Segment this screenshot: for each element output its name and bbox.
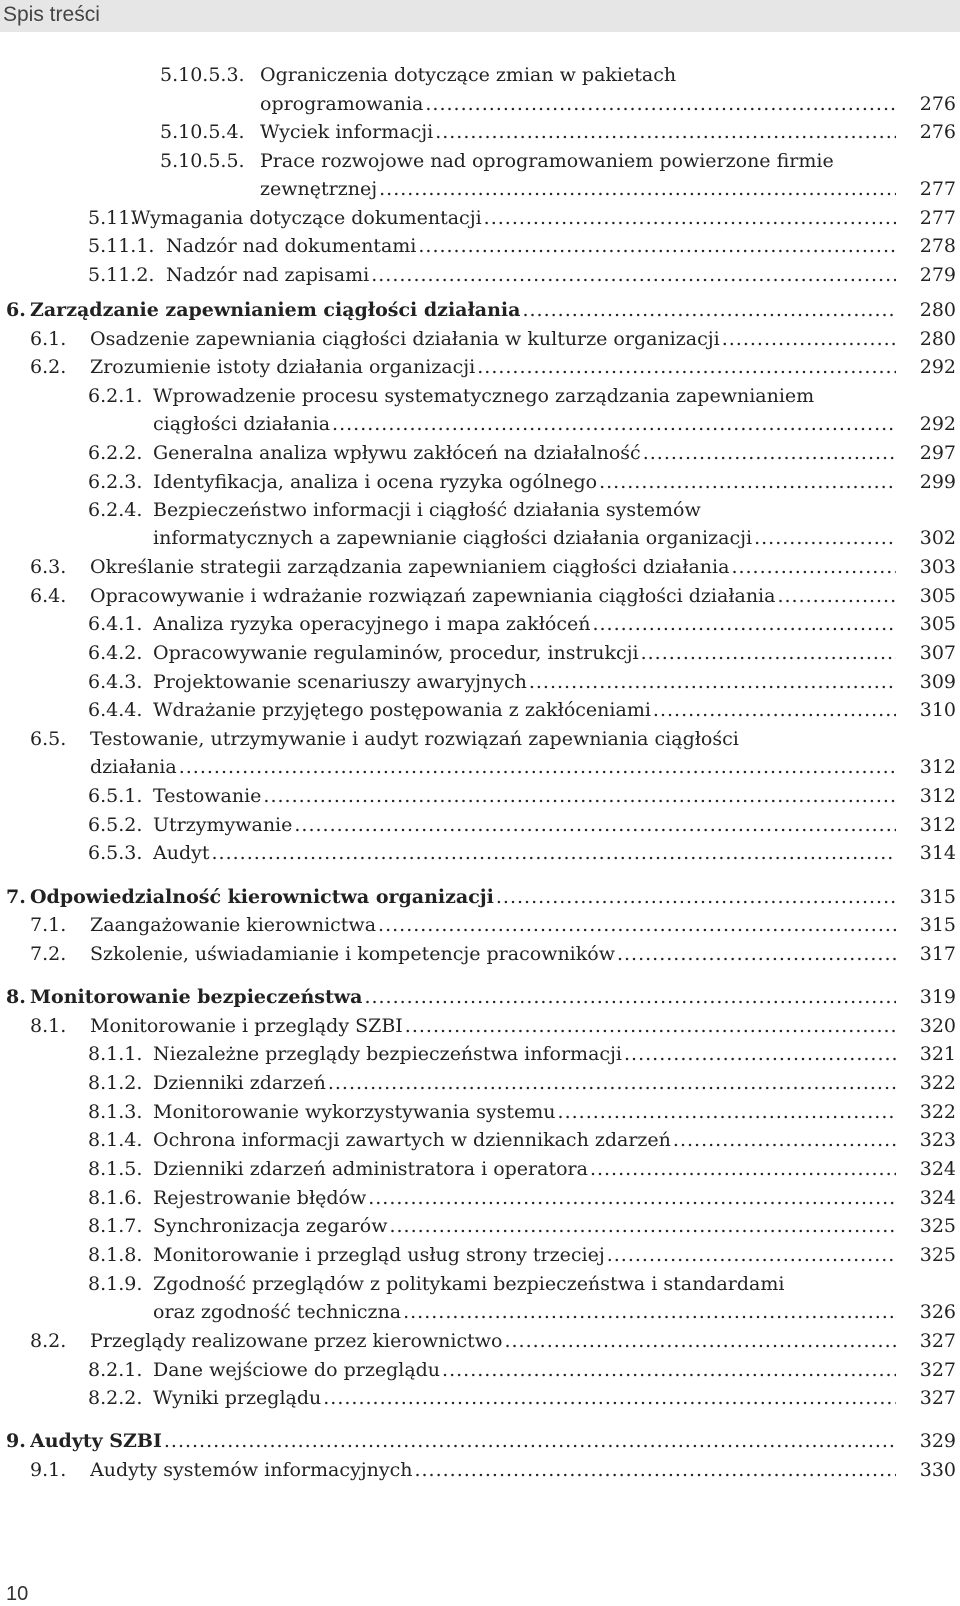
toc-entry-page: 323: [919, 1129, 956, 1151]
toc-entry-title: [153, 468, 896, 497]
toc-entry-title: [153, 1384, 896, 1413]
toc-entry-number: 6.4.2.: [88, 642, 143, 664]
toc-entry: [0, 1456, 960, 1485]
toc-entry-title: [260, 147, 834, 176]
toc-leader-dots: [371, 261, 896, 290]
toc-entry-number: 5.11.1.: [88, 235, 155, 257]
toc-leader-dots: [364, 983, 896, 1012]
toc-entry-page: 280: [919, 299, 956, 321]
toc-entry-number: 8.: [6, 986, 26, 1008]
toc-entry: [0, 1384, 960, 1413]
toc-entry: [0, 753, 960, 782]
toc-entry: [0, 883, 960, 912]
toc-entry-page: 325: [919, 1215, 956, 1237]
toc-leader-dots: [592, 610, 896, 639]
toc-leader-dots: [389, 1212, 896, 1241]
toc-leader-dots: [504, 1327, 896, 1356]
toc-entry: [0, 639, 960, 668]
toc-entry-title: [153, 1270, 784, 1299]
toc-leader-dots: [403, 1298, 896, 1327]
toc-entry-number: 6.3.: [30, 556, 67, 578]
toc-entry-page: 277: [919, 207, 956, 229]
toc-entry-number: 6.2.4.: [88, 499, 143, 521]
toc-entry-title: [153, 1040, 896, 1069]
toc-leader-dots: [617, 940, 896, 969]
toc-entry-title: [30, 983, 896, 1012]
toc-entry-page: 307: [919, 642, 956, 664]
toc-entry-title: [260, 90, 896, 119]
toc-leader-dots: [179, 753, 896, 782]
toc-entry-title-text: Wprowadzenie procesu systematycznego zarządzania zapewnianiem: [153, 385, 815, 407]
toc-entry-title: [90, 325, 896, 354]
toc-entry-title: [90, 582, 896, 611]
toc-entry-number: 8.1.9.: [88, 1273, 143, 1295]
toc-entry-title: [153, 1126, 896, 1155]
toc-entry: [0, 1184, 960, 1213]
toc-entry: [0, 1126, 960, 1155]
toc-entry-title-text: Nadzór nad zapisami: [166, 264, 370, 286]
header-bar: [0, 0, 960, 32]
toc-leader-dots: [722, 325, 896, 354]
toc-leader-dots: [435, 118, 896, 147]
toc-entry-page: 292: [919, 356, 956, 378]
toc-entry-number: 6.4.4.: [88, 699, 143, 721]
toc-entry-number: 8.1.8.: [88, 1244, 143, 1266]
toc-leader-dots: [607, 1241, 896, 1270]
toc-entry-number: 6.1.: [30, 328, 67, 350]
toc-entry: [0, 1327, 960, 1356]
toc-entry: [0, 1356, 960, 1385]
toc-entry-page: 277: [919, 178, 956, 200]
toc-entry: [0, 90, 960, 119]
toc-entry-title-text: Ograniczenia dotyczące zmian w pakietach: [260, 64, 677, 86]
toc-entry: [0, 1212, 960, 1241]
toc-entry: [0, 553, 960, 582]
toc-entry-title-text: Audyty systemów informacyjnych: [90, 1459, 413, 1481]
toc-entry-number: 8.1.4.: [88, 1129, 143, 1151]
toc-entry: [0, 118, 960, 147]
toc-entry-title-text: Monitorowanie bezpieczeństwa: [30, 986, 363, 1008]
toc-entry-title-text: Wymagania dotyczące dokumentacji: [131, 207, 482, 229]
toc-entry-page: 322: [919, 1101, 956, 1123]
toc-entry-title-text: Wyciek informacji: [260, 121, 434, 143]
toc-entry: [0, 983, 960, 1012]
toc-entry-title-text: informatycznych a zapewnianie ciągłości działania organizacji: [153, 527, 753, 549]
toc-entry-number: 5.10.5.5.: [160, 150, 245, 172]
toc-entry-title-text: Odpowiedzialność kierownictwa organizacji: [30, 886, 494, 908]
toc-entry: [0, 353, 960, 382]
toc-entry-title: [30, 296, 896, 325]
toc-entry-page: 312: [919, 756, 956, 778]
toc-entry-title-text: Szkolenie, uświadamianie i kompetencje pracowników: [90, 943, 615, 965]
toc-entry: [0, 582, 960, 611]
toc-entry-number: 8.1.7.: [88, 1215, 143, 1237]
toc-entry-number: 6.4.3.: [88, 671, 143, 693]
toc-entry-page: 312: [919, 814, 956, 836]
toc-entry-title: [131, 204, 896, 233]
toc-leader-dots: [212, 839, 897, 868]
toc-entry: [0, 1069, 960, 1098]
toc-entry-title: [90, 1327, 896, 1356]
toc-leader-dots: [496, 883, 896, 912]
toc-entry-title: [153, 382, 814, 411]
toc-leader-dots: [414, 1456, 896, 1485]
toc-entry-title: [153, 1098, 896, 1127]
toc-entry-title: [153, 696, 896, 725]
toc-leader-dots: [379, 175, 896, 204]
toc-entry-title: [166, 261, 896, 290]
toc-leader-dots: [529, 668, 896, 697]
toc-entry-page: 329: [919, 1430, 956, 1452]
toc-entry: [0, 1298, 960, 1327]
toc-entry-page: 322: [919, 1072, 956, 1094]
toc-entry-number: 6.2.1.: [88, 385, 143, 407]
toc-entry-title-text: Zarządzanie zapewnianiem ciągłości działania: [30, 299, 521, 321]
toc-entry-title-text: Analiza ryzyka operacyjnego i mapa zakłóceń: [153, 613, 591, 635]
toc-leader-dots: [643, 439, 896, 468]
toc-entry-page: 327: [919, 1359, 956, 1381]
toc-entry-title: [153, 439, 896, 468]
toc-leader-dots: [442, 1356, 896, 1385]
toc-entry: [0, 410, 960, 439]
toc-entry: [0, 940, 960, 969]
toc-entry-title-text: Synchronizacja zegarów: [153, 1215, 388, 1237]
toc-entry: [0, 439, 960, 468]
toc-entry-title: [153, 1241, 896, 1270]
toc-entry-page: 303: [919, 556, 956, 578]
toc-entry-title-text: Przeglądy realizowane przez kierownictwo: [90, 1330, 503, 1352]
toc-entry-page: 312: [919, 785, 956, 807]
toc-entry-title-text: zewnętrznej: [260, 178, 378, 200]
toc-entry: [0, 261, 960, 290]
toc-entry-title: [153, 1184, 896, 1213]
toc-entry-page: 330: [919, 1459, 956, 1481]
toc-entry-page: 279: [919, 264, 956, 286]
toc-leader-dots: [590, 1155, 896, 1184]
toc-entry-title: [90, 725, 739, 754]
toc-entry-page: 325: [919, 1244, 956, 1266]
toc-entry-title-text: oraz zgodność techniczna: [153, 1301, 402, 1323]
toc-entry-title-text: Bezpieczeństwo informacji i ciągłość działania systemów: [153, 499, 701, 521]
toc-entry-page: 320: [919, 1015, 956, 1037]
toc-entry-title: [153, 811, 896, 840]
toc-leader-dots: [294, 811, 896, 840]
toc-entry-title: [166, 232, 896, 261]
toc-entry-number: 5.10.5.3.: [160, 64, 245, 86]
toc-leader-dots: [484, 204, 896, 233]
toc-entry-page: 327: [919, 1330, 956, 1352]
toc-leader-dots: [641, 639, 896, 668]
toc-entry-title: [153, 1212, 896, 1241]
toc-entry-number: 5.10.5.4.: [160, 121, 245, 143]
toc-entry: [0, 524, 960, 553]
toc-entry-title: [153, 782, 896, 811]
toc-entry-title-text: Monitorowanie i przegląd usług strony trzeciej: [153, 1244, 605, 1266]
toc-entry-page: 297: [919, 442, 956, 464]
toc-leader-dots: [164, 1427, 896, 1456]
toc-entry: [0, 668, 960, 697]
toc-entry-page: 276: [919, 121, 956, 143]
toc-entry-title-text: Testowanie: [153, 785, 262, 807]
toc-entry-number: 8.1.1.: [88, 1043, 143, 1065]
toc-entry-title-text: Określanie strategii zarządzania zapewnianiem ciągłości działania: [90, 556, 730, 578]
toc-entry-title-text: Generalna analiza wpływu zakłóceń na działalność: [153, 442, 641, 464]
toc-entry-title-text: Ochrona informacji zawartych w dziennikach zdarzeń: [153, 1129, 671, 1151]
toc-leader-dots: [368, 1184, 896, 1213]
toc-entry-title-text: Testowanie, utrzymywanie i audyt rozwiązań zapewniania ciągłości: [90, 728, 739, 750]
toc-leader-dots: [378, 911, 896, 940]
toc-entry-page: 319: [919, 986, 956, 1008]
toc-entry-page: 305: [919, 613, 956, 635]
toc-entry-title-text: Dzienniki zdarzeń: [153, 1072, 326, 1094]
toc-entry: [0, 325, 960, 354]
toc-leader-dots: [323, 1384, 896, 1413]
toc-entry-title: [153, 668, 896, 697]
toc-entry: [0, 1012, 960, 1041]
toc-entry-page: 321: [919, 1043, 956, 1065]
toc-entry-number: 6.2.3.: [88, 471, 143, 493]
toc-entry-title-text: oprogramowania: [260, 93, 424, 115]
toc-entry: [0, 725, 960, 754]
toc-entry-page: 299: [919, 471, 956, 493]
toc-entry-number: 7.2.: [30, 943, 67, 965]
toc-entry-title: [90, 911, 896, 940]
toc-entry-title-text: Wyniki przeglądu: [153, 1387, 322, 1409]
toc-entry: [0, 468, 960, 497]
toc-entry-title-text: Identyfikacja, analiza i ocena ryzyka ogólnego: [153, 471, 598, 493]
toc-entry-title-text: Dzienniki zdarzeń administratora i operatora: [153, 1158, 588, 1180]
toc-entry-page: 280: [919, 328, 956, 350]
toc-entry-page: 278: [919, 235, 956, 257]
toc-leader-dots: [332, 410, 896, 439]
toc-entry-page: 305: [919, 585, 956, 607]
toc-leader-dots: [522, 296, 896, 325]
toc-entry-number: 8.1.6.: [88, 1187, 143, 1209]
toc-entry-number: 6.5.3.: [88, 842, 143, 864]
toc-entry-title: [30, 1427, 896, 1456]
toc-entry: [0, 1270, 960, 1299]
toc-entry-number: 8.2.: [30, 1330, 67, 1352]
toc-entry-title-text: Opracowywanie i wdrażanie rozwiązań zapewniania ciągłości działania: [90, 585, 776, 607]
toc-entry-title: [153, 1155, 896, 1184]
toc-entry-title: [153, 839, 896, 868]
toc-entry-title-text: Zgodność przeglądów z politykami bezpieczeństwa i standardami: [153, 1273, 785, 1295]
toc-leader-dots: [624, 1040, 896, 1069]
toc-entry-number: 8.2.2.: [88, 1387, 143, 1409]
toc-entry-page: 317: [919, 943, 956, 965]
toc-entry-number: 6.2.2.: [88, 442, 143, 464]
toc-entry-title-text: Zaangażowanie kierownictwa: [90, 914, 377, 936]
toc-entry-number: 8.1.2.: [88, 1072, 143, 1094]
toc-entry-title: [90, 753, 896, 782]
toc-entry: [0, 496, 960, 525]
toc-entry: [0, 839, 960, 868]
toc-entry: [0, 382, 960, 411]
toc-entry-title: [153, 496, 701, 525]
toc-entry-number: 6.4.: [30, 585, 67, 607]
toc-entry-page: 327: [919, 1387, 956, 1409]
toc-entry-number: 7.1.: [30, 914, 67, 936]
toc-entry-title: [30, 883, 896, 912]
toc-entry-title-text: Zrozumienie istoty działania organizacji: [90, 356, 476, 378]
toc-entry-number: 8.1.5.: [88, 1158, 143, 1180]
toc-entry-page: 314: [919, 842, 956, 864]
toc-entry-page: 324: [919, 1187, 956, 1209]
toc-entry: [0, 1241, 960, 1270]
toc-entry-page: 324: [919, 1158, 956, 1180]
toc-entry-title-text: Monitorowanie wykorzystywania systemu: [153, 1101, 556, 1123]
toc-entry-number: 9.: [6, 1430, 26, 1452]
toc-entry: [0, 911, 960, 940]
toc-entry-title: [90, 553, 896, 582]
toc-entry-title: [90, 1456, 896, 1485]
toc-entry-number: 7.: [6, 886, 26, 908]
toc-entry-number: 6.5.: [30, 728, 67, 750]
toc-entry-page: 302: [919, 527, 956, 549]
toc-entry-title-text: ciągłości działania: [153, 413, 331, 435]
toc-entry-number: 6.5.2.: [88, 814, 143, 836]
toc-entry-title: [260, 175, 896, 204]
toc-entry: [0, 1098, 960, 1127]
toc-entry-title-text: działania: [90, 756, 177, 778]
toc-entry-title-text: Nadzór nad dokumentami: [166, 235, 417, 257]
toc-entry-title-text: Monitorowanie i przeglądy SZBI: [90, 1015, 403, 1037]
toc-entry-number: 8.2.1.: [88, 1359, 143, 1381]
toc-entry: [0, 782, 960, 811]
toc-entry-number: 8.1.: [30, 1015, 67, 1037]
toc-leader-dots: [263, 782, 896, 811]
toc-entry-page: 315: [919, 886, 956, 908]
toc-entry-title: [153, 1298, 896, 1327]
toc-entry-title-text: Opracowywanie regulaminów, procedur, instrukcji: [153, 642, 639, 664]
toc-entry-title-text: Audyty SZBI: [30, 1430, 162, 1452]
toc-entry-number: 6.2.: [30, 356, 67, 378]
toc-entry-number: 6.4.1.: [88, 613, 143, 635]
toc-entry: [0, 1040, 960, 1069]
toc-entry-title: [153, 1356, 896, 1385]
toc-entry-title: [153, 610, 896, 639]
toc-entry: [0, 610, 960, 639]
toc-leader-dots: [673, 1126, 896, 1155]
toc-entry: [0, 204, 960, 233]
toc-entry: [0, 1427, 960, 1456]
toc-entry: [0, 696, 960, 725]
toc-leader-dots: [653, 696, 896, 725]
toc-leader-dots: [754, 524, 896, 553]
toc-entry: [0, 296, 960, 325]
toc-leader-dots: [328, 1069, 896, 1098]
toc-entry-title: [153, 410, 896, 439]
toc-entry-page: 276: [919, 93, 956, 115]
toc-entry-title: [260, 118, 896, 147]
toc-entry: [0, 61, 960, 90]
toc-entry-title-text: Utrzymywanie: [153, 814, 293, 836]
toc-leader-dots: [777, 582, 896, 611]
toc-entry-title: [153, 639, 896, 668]
toc-entry: [0, 811, 960, 840]
toc-entry-number: 8.1.3.: [88, 1101, 143, 1123]
toc-entry-title-text: Projektowanie scenariuszy awaryjnych: [153, 671, 527, 693]
toc-entry-title: [90, 940, 896, 969]
toc-entry-page: 292: [919, 413, 956, 435]
toc-entry-title: [90, 1012, 896, 1041]
toc-leader-dots: [418, 232, 896, 261]
toc-entry: [0, 175, 960, 204]
toc-leader-dots: [558, 1098, 896, 1127]
toc-entry-title-text: Dane wejściowe do przeglądu: [153, 1359, 441, 1381]
toc-entry-title: [153, 524, 896, 553]
toc-entry-number: 6.: [6, 299, 26, 321]
toc-entry: [0, 147, 960, 176]
toc-entry: [0, 232, 960, 261]
toc-entry-number: 5.11.2.: [88, 264, 155, 286]
toc-entry-title-text: Osadzenie zapewniania ciągłości działania w kulturze organizacji: [90, 328, 720, 350]
toc-entry-number: 9.1.: [30, 1459, 67, 1481]
toc-entry-title-text: Wdrażanie przyjętego postępowania z zakłóceniami: [153, 699, 651, 721]
header-title: Spis treści: [3, 3, 100, 26]
toc-leader-dots: [477, 353, 896, 382]
toc-entry-title-text: Niezależne przeglądy bezpieczeństwa informacji: [153, 1043, 623, 1065]
toc-entry-title: [153, 1069, 896, 1098]
toc-entry: [0, 1155, 960, 1184]
toc-entry-page: 310: [919, 699, 956, 721]
toc-entry-page: 326: [919, 1301, 956, 1323]
toc-entry-page: 315: [919, 914, 956, 936]
toc-entry-page: 309: [919, 671, 956, 693]
toc-entry-title-text: Prace rozwojowe nad oprogramowaniem powierzone firmie: [260, 150, 834, 172]
toc-leader-dots: [405, 1012, 896, 1041]
toc-leader-dots: [425, 90, 896, 119]
toc-entry-title: [260, 61, 676, 90]
toc-leader-dots: [599, 468, 896, 497]
toc-entry-title: [90, 353, 896, 382]
toc-entry-title-text: Audyt: [153, 842, 210, 864]
toc-entry-number: 5.11.: [88, 207, 137, 229]
toc-entry-title-text: Rejestrowanie błędów: [153, 1187, 367, 1209]
page-number: 10: [6, 1583, 29, 1605]
toc-leader-dots: [731, 553, 896, 582]
toc-entry-number: 6.5.1.: [88, 785, 143, 807]
